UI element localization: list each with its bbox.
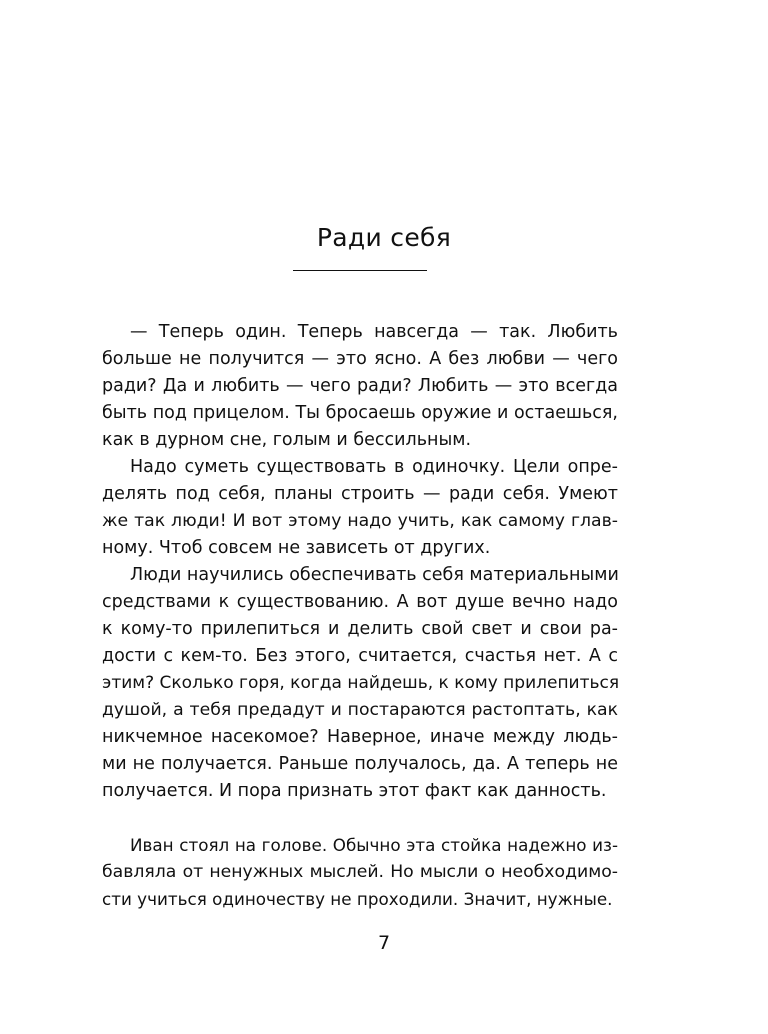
paragraph: [102, 832, 618, 913]
text-line: больше не получится — это ясно. А без любви — чего: [102, 349, 618, 369]
text-line: Иван стоял на голове. Обычно эта стойка надежно из-: [130, 835, 618, 855]
paragraph: [102, 562, 618, 805]
title-underline-rule: [293, 270, 427, 271]
text-line: никчемное насекомое? Наверное, иначе между людь-: [102, 727, 618, 747]
paragraph: [102, 319, 618, 454]
text-line: быть под прицелом. Ты бросаешь оружие и остаешься,: [102, 403, 618, 423]
text-line: ному. Чтоб совсем не зависеть от других.: [102, 538, 491, 558]
text-line: же так люди! И вот этому надо учить, как самому глав-: [102, 511, 618, 531]
text-line: этим? Сколько горя, когда найдешь, к кому прилепиться: [102, 673, 620, 693]
text-line: — Теперь один. Теперь навсегда — так. Любить: [130, 322, 618, 342]
text-line: получается. И пора признать этот факт как данность.: [102, 781, 607, 801]
page-number: 7: [377, 932, 391, 954]
text-line: Люди научились обеспечивать себя материальными: [130, 565, 619, 585]
text-line: Надо суметь существовать в одиночку. Цели опре-: [130, 457, 618, 477]
body-text: [102, 319, 618, 913]
paragraph: [102, 454, 618, 562]
text-line: ми не получается. Раньше получалось, да. А теперь не: [102, 754, 618, 774]
text-line: к кому-то прилепиться и делить свой свет и свои ра-: [102, 619, 618, 639]
text-line: средствами к существованию. А вот душе вечно надо: [102, 592, 618, 612]
text-line: как в дурном сне, голым и бессильным.: [102, 430, 472, 450]
text-line: ради? Да и любить — чего ради? Любить — это всегда: [102, 376, 618, 396]
section-break: [102, 805, 618, 832]
text-line: бавляла от ненужных мыслей. Но мысли о необходимо-: [102, 862, 618, 882]
text-line: делять под себя, планы строить — ради себя. Умеют: [102, 484, 618, 504]
text-line: сти учиться одиночеству не проходили. Значит, нужные.: [102, 889, 613, 909]
chapter-title: Ради себя: [316, 223, 452, 252]
text-line: дости с кем-то. Без этого, считается, счастья нет. А с: [102, 646, 618, 666]
text-line: душой, а тебя предадут и постараются растоптать, как: [102, 700, 618, 720]
